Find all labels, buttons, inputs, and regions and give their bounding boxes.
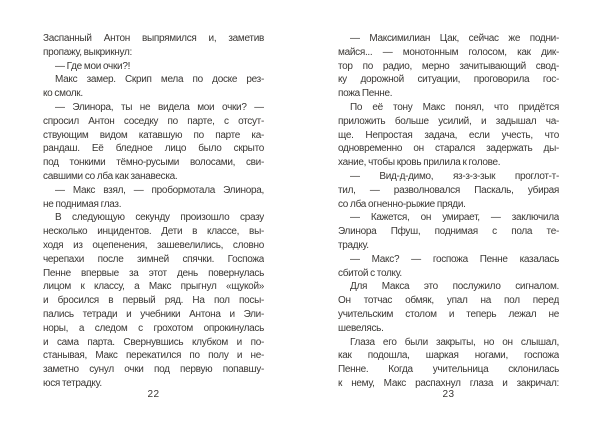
text-line: ще. Непростая задача, если учесть, что [338,129,559,141]
text-line: как подошла, шаркая ногами, госпожа [338,350,559,362]
text-line: хание, чтобы кровь прилила к голове. [338,157,501,169]
text-line: По её тону Макс понял, что придётся [350,101,559,113]
text-line: заметно сунул очки под первую попавшу- [43,364,264,376]
text-line: — Элинора, ты не видела мои очки? — [55,101,264,113]
text-line: не поднимая глаз. [43,198,122,210]
page-right [300,0,600,441]
text-line: ко смолк. [43,88,83,100]
text-line: Он тотчас обмяк, упал на пол перед [338,295,559,307]
text-line: черепахи после зимней спячки. Госпожа [43,253,264,265]
text-line: — Вид-д-димо, яз-з-з-зык проглот-т- [350,170,559,182]
text-line: и сама парта. Свернувшись клубком и по- [43,336,264,348]
text-line: рандаш. Её бледное лицо было скрыто [43,143,264,155]
text-line: пались тетради и учебники Антона и Эли- [43,308,264,320]
text-line: — Где мои очки?! [55,60,131,72]
text-line: савшими со лба как занавеска. [43,170,178,182]
text-line: Глаза его были закрыты, но он слышал, [350,336,559,348]
text-line: приложить больше усилий, и задышал ча- [338,115,559,127]
text-line: Макс замер. Скрип мела по доске рез- [55,74,264,86]
text-line: пожа Пенне. [338,88,393,100]
page-number-left: 22 [147,389,160,400]
text-line: Элинора Пфуш, поднимая с пола те- [338,226,559,238]
text-line: со лба огненно-рыжие пряди. [338,198,466,210]
text-line: — Кажется, он умирает, — заключила [350,212,559,224]
text-line: Заспанный Антон выпрямился и, заметив [43,33,264,44]
text-line: станывая, Макс перекатился по полу и не- [43,350,264,362]
text-line: несколько инцидентов. Дети в классе, вы- [43,226,264,238]
text-line: В следующую секунду произошло сразу [55,212,264,224]
text-line: норы, а следом с грохотом опрокинулась [43,322,264,334]
text-line: под тонкими тёмно-русыми волосами, сви- [43,157,264,169]
page-right-text-column [338,32,559,391]
text-line: — Макс? — госпожа Пенне казалась [350,253,559,265]
text-line: к нему, Макс распахнул глаза и закричал: [338,377,559,389]
text-line: ку дорожной ситуации, проговорила гос- [338,74,559,86]
text-line: лицом к классу, а Макс прыгнул «щукой» [43,281,264,293]
text-line: и бросился в первый ряд. На пол посы- [43,295,264,307]
text-line: юся тетрадку. [43,377,102,389]
text-line: учительским столом и теперь лежал не [338,308,559,320]
text-line: — Максимилиан Цак, сейчас же подни- [350,33,559,44]
text-line: тор по радио, мерно зачитывающий свод- [338,60,559,72]
text-line: одновременно он старался задержать ды- [338,143,559,155]
text-line: майся... — монотонным голосом, как дик- [338,46,559,58]
text-line: Пенне впервые за этот день повернулась [43,267,264,279]
text-line: ходя из оцепенения, зашевелились, словно [43,239,264,251]
text-line: традку. [338,239,369,251]
page-left-text-column [43,32,264,391]
text-line: сбитой с толку. [338,267,402,279]
text-line: шевелясь. [338,322,384,334]
page-number-right: 23 [442,389,455,400]
text-line: спросил Антон соседку по парте, с отсут- [43,115,264,127]
text-line: ствующим видом катавшую по парте ка- [43,129,264,141]
text-line: Для Макса это послужило сигналом. [350,281,559,293]
text-line: пропажу, выкрикнул: [43,46,132,58]
text-line: Пенне. Когда учительница склонилась [338,364,559,376]
text-line: — Макс взял, — пробормотала Элинора, [55,184,264,196]
text-line: тил, — разволновался Паскаль, убирая [338,184,559,196]
